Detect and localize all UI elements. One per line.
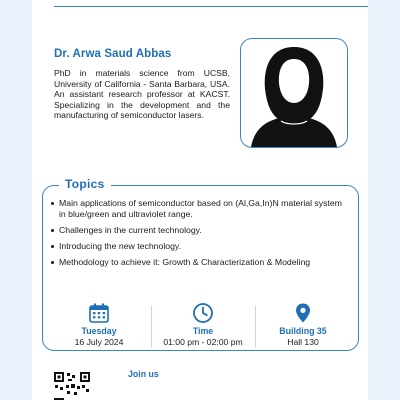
speaker-bio: PhD in materials science from UCSB, University of California - Santa Barbara, USA. An assistant research professor at KACST. Specializing in the development and the manufacturing of semiconductor lasers. — [54, 68, 230, 120]
join-us-label: Join us — [128, 369, 159, 379]
location-pin-icon — [292, 302, 314, 324]
speaker-avatar-icon — [241, 39, 347, 147]
qr-code-icon[interactable] — [54, 372, 90, 400]
speaker-name: Dr. Arwa Saud Abbas — [54, 48, 172, 60]
event-time — [163, 302, 243, 348]
speaker-photo — [240, 38, 348, 148]
top-divider — [54, 6, 368, 7]
calendar-icon — [88, 302, 110, 324]
event-date — [65, 302, 133, 348]
event-building: Building 35 — [279, 326, 327, 336]
event-time-value: 01:00 pm - 02:00 pm — [163, 337, 243, 347]
event-hall: Hall 130 — [287, 337, 319, 347]
info-divider — [151, 306, 152, 348]
clock-icon — [192, 302, 214, 324]
topic-item: Main applications of semiconductor based on (Al,Ga,In)N material system in blue/green and ultraviolet range. — [51, 198, 351, 220]
event-info-row — [43, 302, 358, 350]
seminar-card — [32, 0, 368, 400]
topics-section — [42, 177, 359, 351]
event-date-value: 16 July 2024 — [74, 337, 124, 347]
topic-item: Challenges in the current technology. — [51, 225, 351, 236]
event-day: Tuesday — [81, 326, 117, 336]
topic-item: Introducing the new technology. — [51, 241, 351, 252]
topics-list — [51, 198, 351, 273]
info-divider — [255, 306, 256, 348]
event-location — [269, 302, 337, 348]
topics-heading: Topics — [59, 177, 111, 191]
time-label: Time — [192, 326, 214, 336]
topic-item: Methodology to achieve it: Growth & Characterization & Modeling — [51, 257, 351, 268]
